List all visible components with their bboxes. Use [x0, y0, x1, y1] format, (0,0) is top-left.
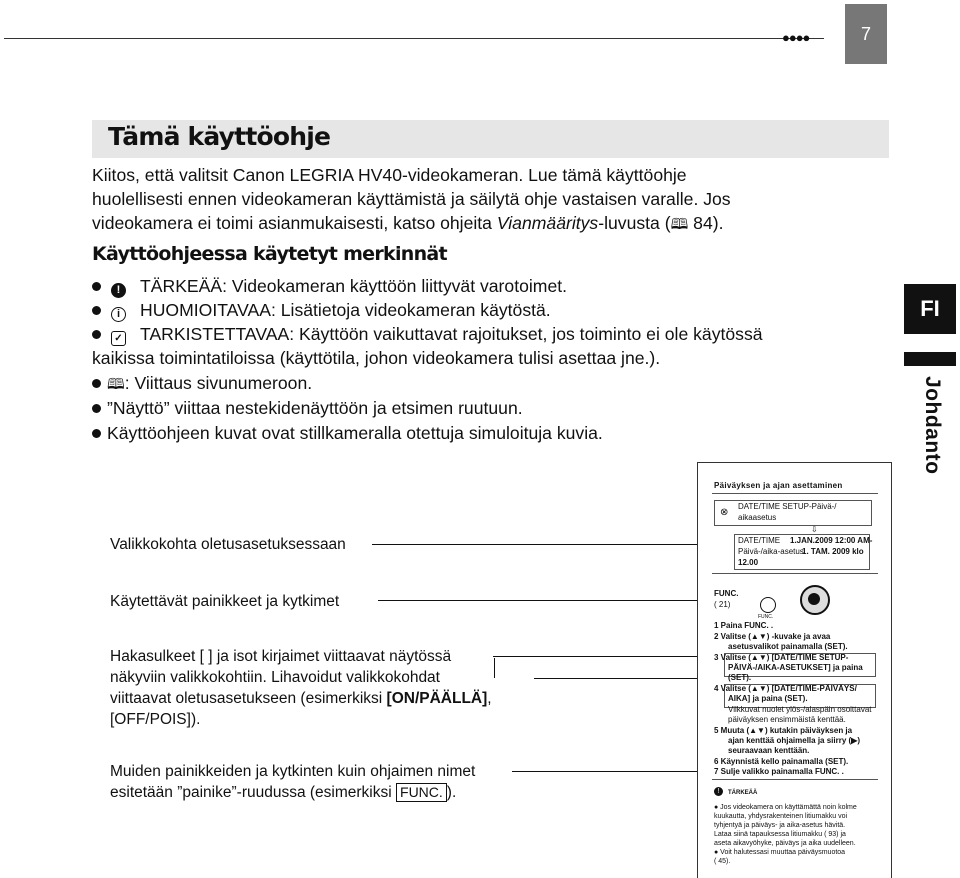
- sample-rule: [712, 779, 878, 780]
- header-rule: [4, 38, 824, 39]
- section-subtitle: Käyttöohjeessa käytetyt merkinnät: [92, 243, 447, 265]
- sample-note-5: aseta aikavyöhyke, päiväys ja aika uudelleen.: [714, 840, 856, 847]
- info-icon: i: [111, 307, 126, 322]
- sample-note-3: tyhjentyä ja päiväys- ja aika-asetus hävitä.: [714, 822, 846, 829]
- intro-line-2: huolellisesti ennen videokameran käyttämistä ja säilytä ohje vastaisen varalle. Jos: [92, 189, 731, 209]
- sample-note-6: ● Voit halutessasi muuttaa päiväysmuotoa: [714, 849, 846, 856]
- bullet-icon: [92, 282, 101, 291]
- important-icon: !: [714, 787, 723, 796]
- sample-step-7: 7 Sulje valikko painamalla FUNC. .: [714, 767, 844, 776]
- section-label: Johdanto: [921, 376, 944, 475]
- sample-func-ref: ( 21): [714, 600, 731, 609]
- sample-step-5a: 5 Muuta (▲▼) kutakin päiväyksen ja: [714, 726, 853, 735]
- sample-note-7: ( 45).: [714, 858, 731, 865]
- header-dots: ●●●●: [782, 30, 810, 45]
- callout-brackets-4: [OFF/POIS]).: [110, 711, 201, 728]
- checklist-icon: ⊗: [720, 507, 729, 518]
- book-icon: 🕮: [670, 216, 689, 233]
- sample-step-4a: 4 Valitse (▲▼) [DATE/TIME-PÄIVÄYS/: [714, 684, 857, 693]
- page-number: 7: [845, 4, 887, 64]
- func-button-sample: FUNC.: [396, 783, 447, 802]
- sample-dt-2: Päivä-/aika-asetus: [738, 547, 804, 556]
- callout-line: [493, 656, 723, 657]
- mark-important: ! TÄRKEÄÄ: Videokameran käyttöön liittyvät varotoimet.: [92, 274, 567, 299]
- checklist-icon: ✓: [111, 331, 126, 346]
- intro-line-1: Kiitos, että valitsit Canon LEGRIA HV40-videokameran. Lue tämä käyttöohje: [92, 165, 687, 185]
- sample-step-4b: AIKA] ja paina (SET).: [728, 694, 808, 703]
- bullet-icon: [92, 306, 101, 315]
- sample-step-2b: asetusvalikot painamalla (SET).: [728, 642, 848, 651]
- sample-step-4d: päiväyksen ensimmäistä kenttää.: [728, 715, 846, 724]
- mark-ref: 🕮: Viittaus sivunumeroon.: [92, 371, 312, 398]
- callout-other-2: esitetään ”painike”-ruudussa (esimerkiksi FUNC. ).: [110, 784, 457, 801]
- callout-line: [378, 600, 714, 601]
- bullet-icon: [92, 379, 101, 388]
- important-icon: !: [111, 283, 126, 298]
- mark-check: ✓ TARKISTETTAVAA: Käyttöön vaikuttavat rajoitukset, jos toiminto ei ole käytössä: [92, 322, 763, 347]
- page-title: Tämä käyttöohje: [108, 122, 331, 151]
- sample-step-1: 1 Paina FUNC. .: [714, 621, 774, 630]
- sample-note-4: Lataa siinä tapauksessa litiumakku ( 93) ja: [714, 831, 846, 838]
- sample-step-2a: 2 Valitse (▲▼) -kuvake ja avaa: [714, 632, 831, 641]
- intro-line-3: videokamera ei toimi asianmukaisesti, katso ohjeita Vianmääritys-luvusta (🕮 84).: [92, 211, 724, 238]
- sample-rule: [712, 493, 878, 494]
- sample-note-1: ● Jos videokamera on käyttämättä noin kolme: [714, 804, 857, 811]
- bullet-icon: [92, 429, 101, 438]
- callout-brackets-1: Hakasulkeet [ ] ja isot kirjaimet viittaavat näytössä: [110, 648, 452, 665]
- sample-menu-2: aikaasetus: [738, 513, 777, 522]
- sample-page: [697, 462, 892, 878]
- sample-menu-1: DATE/TIME SETUP-Päivä-/: [738, 502, 837, 511]
- callout-brackets-3: viittaavat oletusasetukseen (esimerkiksi [ON/PÄÄLLÄ],: [110, 690, 492, 707]
- sample-rule: [712, 573, 878, 574]
- callout-default: Valikkokohta oletusasetuksessaan: [110, 536, 346, 553]
- func-button-icon: [760, 597, 776, 613]
- sample-dt-1b: 1.JAN.2009 12:00 AM-: [790, 536, 873, 545]
- sample-step-3c: (SET).: [728, 673, 752, 682]
- mark-photos: Käyttöohjeen kuvat ovat stillkameralla otettuja simuloituja kuvia.: [92, 421, 603, 446]
- callout-buttons: Käytettävät painikkeet ja kytkimet: [110, 593, 340, 610]
- book-icon: 🕮: [107, 376, 125, 393]
- sample-important: TÄRKEÄÄ: [728, 790, 758, 796]
- sample-step-4c: Vilkkuvat nuolet ylös-/alaspäin osoittavat: [728, 705, 872, 714]
- bullet-icon: [92, 330, 101, 339]
- callout-brackets-2: näkyviin valikkokohtiin. Lihavoidut valikkokohdat: [110, 669, 440, 686]
- sample-step-6: 6 Käynnistä kello painamalla (SET).: [714, 757, 849, 766]
- callout-line: [494, 658, 495, 678]
- sample-dt-3: 12.00: [738, 558, 759, 567]
- sample-dt-1: DATE/TIME: [738, 536, 781, 545]
- mark-display: ”Näyttö” viittaa nestekidenäyttöön ja etsimen ruutuun.: [92, 396, 523, 421]
- callout-other-1: Muiden painikkeiden ja kytkinten kuin ohjaimen nimet: [110, 763, 476, 780]
- callout-line: [534, 678, 724, 679]
- func-button-label: FUNC.: [758, 614, 774, 620]
- sample-step-3b: PÄIVÄ-/AIKA-ASETUKSET] ja paina: [728, 663, 863, 672]
- sample-step-5c: seuraavaan kenttään.: [728, 746, 810, 755]
- sample-note-2: kuukautta, yhdysrakenteinen litiumakku voi: [714, 813, 848, 820]
- bullet-icon: [92, 404, 101, 413]
- down-arrow-icon: ⇩: [811, 525, 818, 534]
- sample-step-3a: 3 Valitse (▲▼) [DATE/TIME SETUP-: [714, 653, 849, 662]
- mark-note: i HUOMIOITAVAA: Lisätietoja videokameran käytöstä.: [92, 298, 551, 323]
- side-bar-mark: [904, 352, 956, 366]
- sample-dt-2b: 1. TAM. 2009 klo: [802, 547, 864, 556]
- sample-func-label: FUNC.: [714, 589, 739, 598]
- joystick-center-icon: [808, 593, 820, 605]
- sample-heading: Päiväyksen ja ajan asettaminen: [714, 481, 843, 490]
- sample-step-5b: ajan kenttää ohjaimella ja siirry (▶): [728, 736, 860, 745]
- language-tab: FI: [904, 284, 956, 334]
- callout-line: [372, 544, 722, 545]
- mark-check-cont: kaikissa toimintatiloissa (käyttötila, johon videokamera tulisi asettaa jne.).: [92, 348, 661, 368]
